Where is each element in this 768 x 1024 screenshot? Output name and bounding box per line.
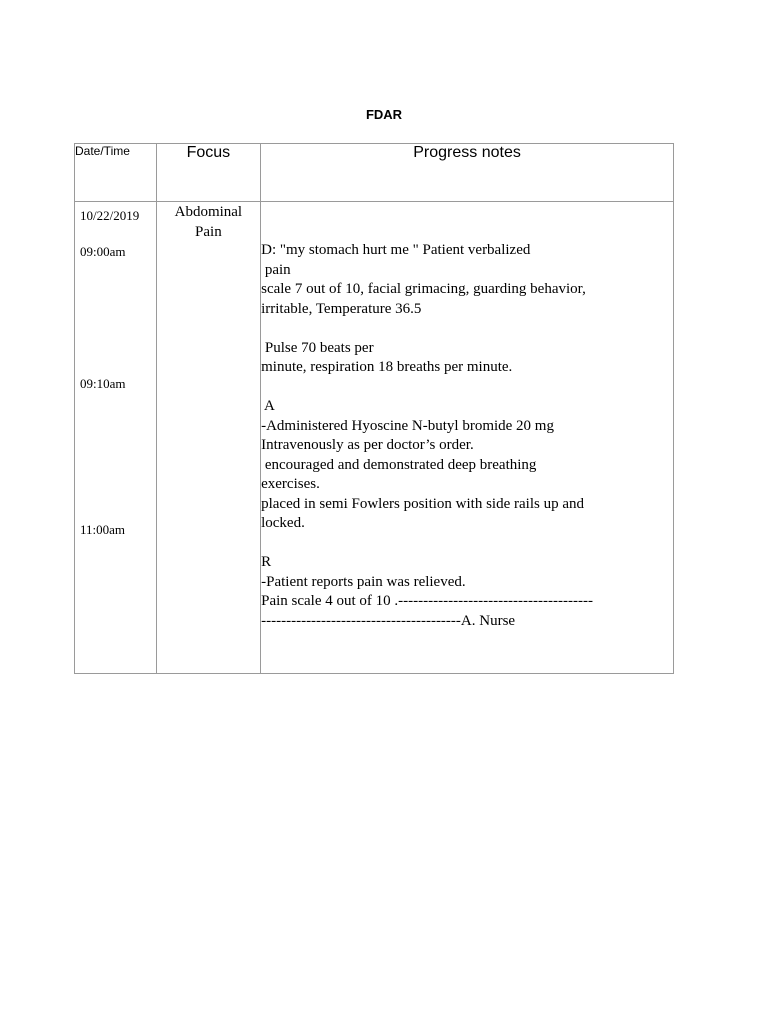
entry-time-1: 09:00am — [80, 244, 126, 259]
note-line — [261, 378, 673, 398]
header-focus: Focus — [156, 144, 260, 202]
note-line: -Administered Hyoscine N-butyl bromide 20 mg — [261, 417, 554, 434]
note-line: irritable, Temperature 36.5 — [261, 300, 422, 317]
note-line: ----------------------------------------A. Nurse — [261, 612, 516, 629]
progress-notes-text — [261, 241, 673, 631]
note-line: scale 7 out of 10, facial grimacing, guarding behavior, — [261, 281, 586, 297]
date-time-cell — [75, 202, 157, 674]
note-line: -Patient reports pain was relieved. — [261, 573, 466, 590]
focus-text: Abdominal Pain — [174, 204, 243, 240]
note-line: R — [261, 554, 272, 570]
note-line: locked. — [261, 515, 305, 531]
note-line: placed in semi Fowlers position with side rails up and — [261, 495, 584, 512]
fdar-table — [74, 143, 674, 674]
note-line: exercises. — [261, 476, 320, 492]
focus-cell — [156, 202, 260, 674]
header-progress-notes: Progress notes — [261, 144, 674, 202]
entry-time-2: 09:10am — [80, 376, 126, 391]
note-line — [261, 319, 673, 339]
note-line: minute, respiration 18 breaths per minute. — [261, 359, 513, 375]
note-line: pain — [261, 261, 291, 278]
progress-notes-cell — [261, 202, 674, 674]
entry-date: 10/22/2019 — [80, 208, 140, 223]
note-line: D: "my stomach hurt me " Patient verbalized — [261, 242, 531, 258]
entry-time-3: 11:00am — [80, 522, 126, 537]
note-line — [261, 534, 673, 554]
note-line: A — [261, 398, 275, 414]
note-line: Pain scale 4 out of 10 .--------------------------------------- — [261, 593, 593, 609]
note-line: encouraged and demonstrated deep breathing — [261, 456, 537, 473]
note-line: Intravenously as per doctor’s order. — [261, 437, 474, 453]
header-date-time: Date/Time — [75, 144, 157, 202]
table-row — [75, 202, 674, 674]
document-title: FDAR — [365, 107, 403, 122]
note-line: Pulse 70 beats per — [261, 339, 374, 356]
table-header-row — [75, 144, 674, 202]
